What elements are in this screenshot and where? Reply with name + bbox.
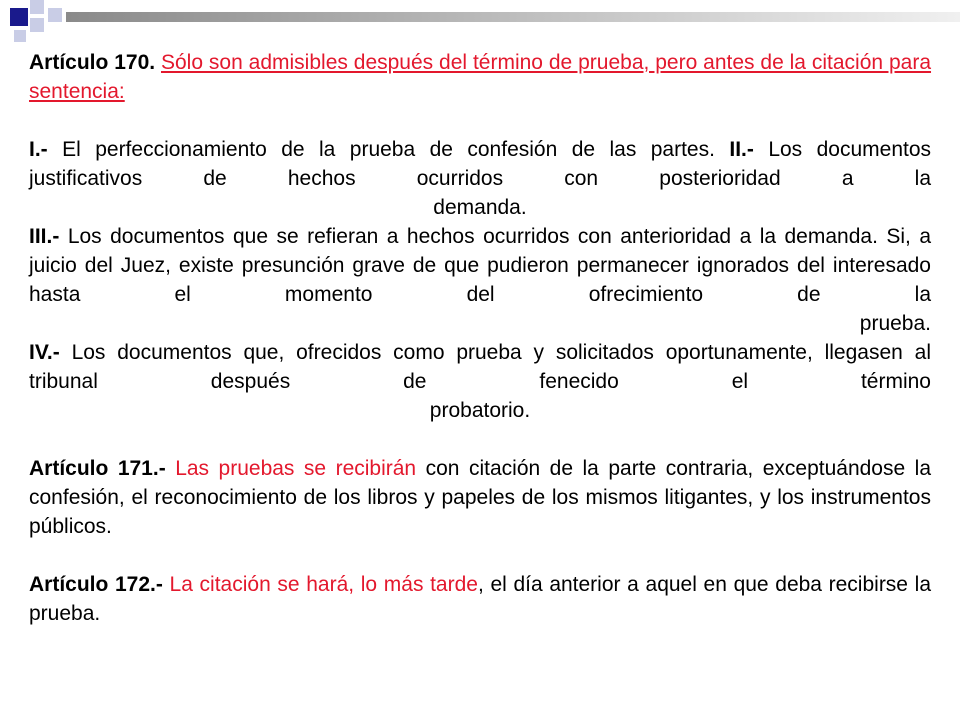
article-170-item-iv [29,338,931,396]
article-172-red-text: La citación se hará, lo más tarde [169,573,478,596]
header-gradient-bar [66,12,960,22]
item-ii-text: Los documentos justificativos de hechos ocurridos con posterioridad a la [29,138,932,190]
corner-square-light [30,0,44,14]
article-172 [29,570,931,628]
corner-square-light [14,30,26,42]
item-iv-text: Los documentos que, ofrecidos como prueba y solicitados oportunamente, llegasen al tribunal después de fenecido el término [29,341,931,393]
article-170-red-text: Sólo son admisibles después del término de prueba, pero antes de la citación para sentencia: [29,51,932,103]
article-170-intro [29,48,931,106]
spacer [29,425,931,454]
item-iii-text: Los documentos que se refieran a hechos ocurridos con anterioridad a la demanda. Si, a juicio del Juez, existe presunción grave de que pudieron permanecer ignorados del interesado hasta el momento del ofrecimiento de la [29,225,931,306]
article-172-heading: Artículo 172.- [29,573,163,596]
corner-square-light [30,18,44,32]
item-i-text: El perfeccionamiento de la prueba de confesión de las partes. [62,138,715,161]
item-ii-text-end: demanda. [433,196,527,219]
article-171-heading: Artículo 171.- [29,457,166,480]
corner-square-light [48,8,62,22]
article-171-red-text: Las pruebas se recibirán [175,457,417,480]
article-172-text: , el día anterior a aquel en que deba recibirse la prueba. [29,573,931,625]
spacer [29,541,931,570]
item-iv-continuation [29,396,931,425]
article-170-item-iii [29,222,931,309]
article-171 [29,454,931,541]
item-iv-text-end: probatorio. [429,399,531,422]
item-iii-continuation [29,309,931,338]
article-171-text: con citación de la parte contraria, exceptuándose la confesión, el reconocimiento de los libros y papeles de los mismos litigantes, y los instrumentos públicos. [29,457,931,538]
spacer [29,106,931,135]
article-170-heading: Artículo 170. [29,51,156,74]
item-i-label: I.- [29,138,48,161]
slide-body [29,48,931,628]
item-ii-continuation [29,193,931,222]
item-iii-text-end: prueba. [859,312,931,335]
item-ii-label: II.- [729,138,754,161]
article-170-items-i-ii [29,135,931,193]
item-iv-label: IV.- [29,341,60,364]
corner-square-dark [10,8,28,26]
item-iii-label: III.- [29,225,60,248]
